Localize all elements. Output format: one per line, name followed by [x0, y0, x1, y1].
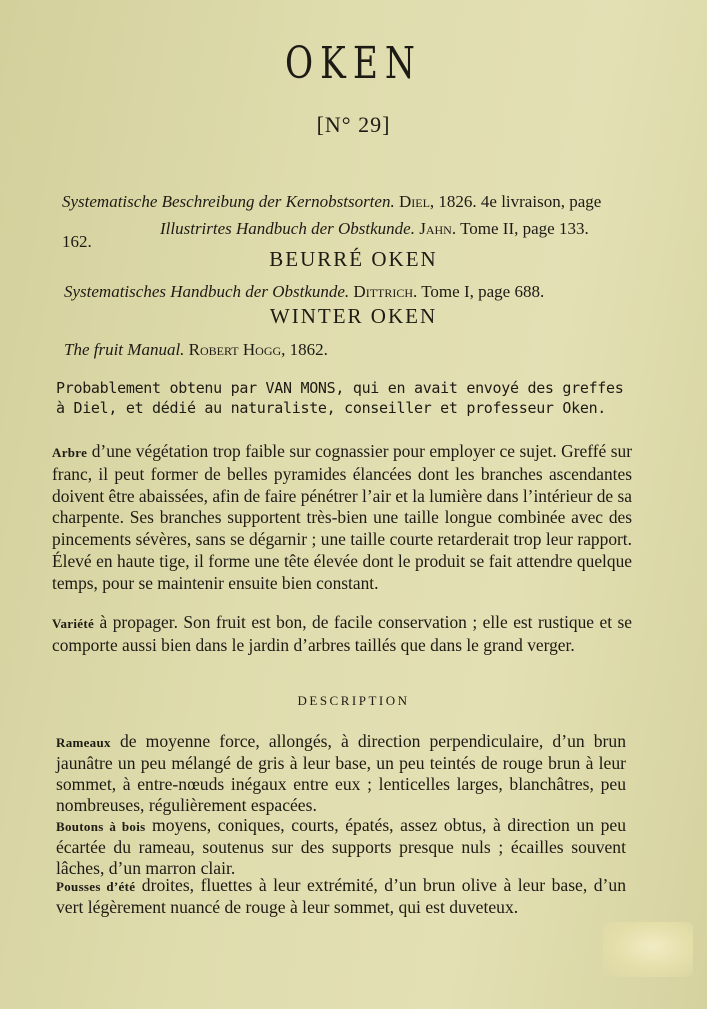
rameaux-lead: Rameaux: [56, 735, 111, 750]
description-heading: DESCRIPTION: [297, 693, 410, 708]
rameaux-paragraph: [56, 731, 626, 816]
reference-4-author: Robert Hogg,: [188, 340, 286, 359]
reference-2: [160, 219, 589, 239]
reference-2-work: Illustrirtes Handbuch der Obstkunde.: [160, 219, 415, 238]
boutons-paragraph: [56, 815, 626, 879]
reference-3-work: Systematisches Handbuch der Obstkunde.: [64, 282, 350, 301]
reference-2-detail: Tome II, page 133.: [460, 219, 589, 238]
paper-stain: [603, 922, 693, 977]
pousses-paragraph: [56, 875, 626, 918]
rameaux-text: de moyenne force, allongés, à direction perpendiculaire, d’un brun jaunâtre un peu mélangé de gris à leur base, un peu teintés de rouge brun à leur sommet, à entre-nœuds inégaux entre eux ; lenticelles larges, blanchâtres, peu nombreuses, régulièrement espacées.: [56, 731, 627, 815]
arbre-lead: Arbre: [52, 445, 88, 460]
arbre-paragraph: [52, 441, 632, 595]
origin-paragraph: Probablement obtenu par VAN MONS, qui en avait envoyé des greffes à Diel, et dédié au naturaliste, conseiller et professeur Oken.: [56, 379, 624, 417]
variete-lead: Variété: [52, 616, 95, 631]
reference-1-detail: 1826. 4e livraison, page 162.: [62, 192, 602, 251]
reference-4-work: The fruit Manual.: [64, 340, 185, 359]
variete-text: à propager. Son fruit est bon, de facile conservation ; elle est rustique et se comporte aussi bien dans le jardin d’arbres taillés que dans le grand verger.: [52, 612, 632, 655]
arbre-text: d’une végétation trop faible sur cognassier pour employer ce sujet. Greffé sur franc, il peut former de belles pyramides élancées dont les branches ascendantes doivent être abaissées, afin de faire pénétrer l’air et la lumière dans l’intérieur de sa charpente. Ses branches supportent très-bien une taille longue combinée avec des pincements sévères, sans se dégarnir ; une taille courte retarderait trop leur rapport. Élevé en haute tige, il forme une tête élevée dont le produit se fait attendre quelque temps, pour se maintenir ensuite bien constant.: [52, 441, 632, 593]
entry-number: [N° 29]: [316, 112, 391, 137]
reference-3: [64, 282, 544, 302]
boutons-lead: Boutons à bois: [56, 819, 146, 834]
reference-1-author: Diel,: [398, 192, 435, 211]
pousses-text: droites, fluettes à leur extrémité, d’un brun olive à leur base, d’un vert légèrement nuancé de rouge à leur sommet, qui est duveteux.: [56, 875, 626, 917]
pousses-lead: Pousses d’été: [56, 879, 136, 894]
page-title: OKEN: [285, 38, 422, 89]
reference-3-detail: Tome I, page 688.: [421, 282, 545, 301]
synonym-winter-oken: WINTER OKEN: [269, 304, 438, 328]
reference-4: [64, 340, 328, 360]
reference-4-detail: 1862.: [289, 340, 328, 359]
synonym-beurre-oken: BEURRÉ OKEN: [269, 247, 438, 271]
boutons-text: moyens, coniques, courts, épatés, assez obtus, à direction un peu écartée du rameau, soutenus sur des supports presque nuls ; écailles souvent lâches, d’un marron clair.: [56, 815, 626, 878]
reference-2-author: Jahn.: [419, 219, 457, 238]
reference-1-work: Systematische Beschreibung der Kernobstsorten.: [62, 192, 395, 211]
reference-3-author: Dittrich.: [353, 282, 418, 301]
variete-paragraph: [52, 612, 632, 657]
